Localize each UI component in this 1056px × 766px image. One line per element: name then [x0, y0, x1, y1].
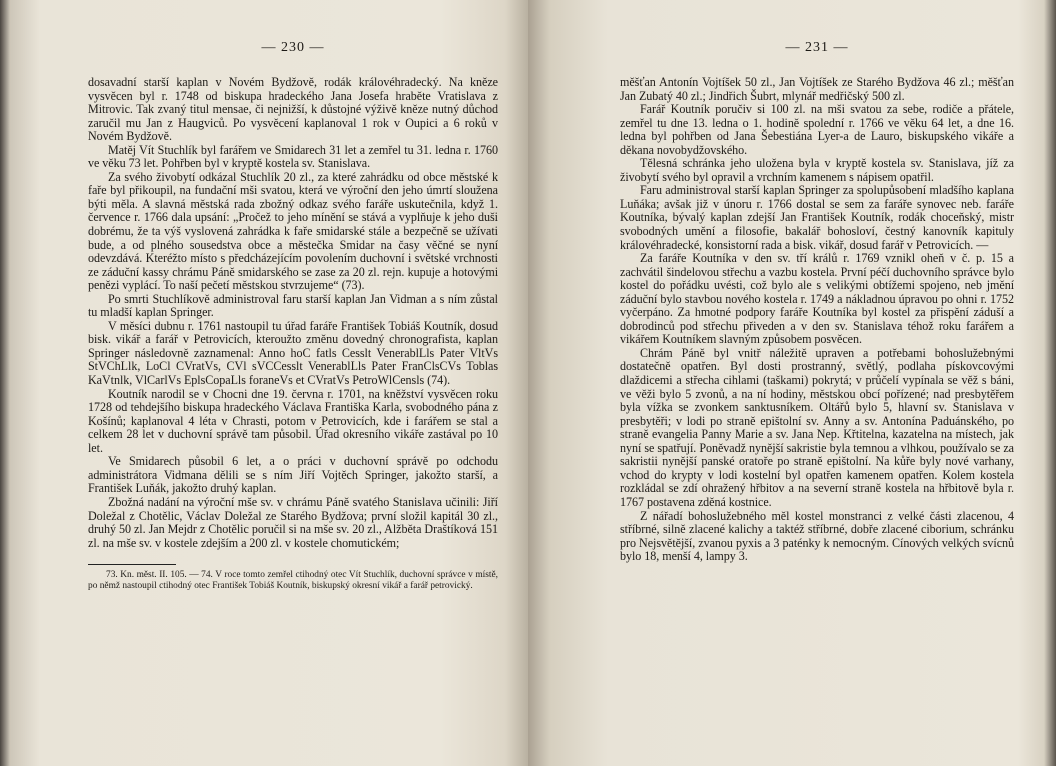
paragraph: dosavadní starší kaplan v Novém Bydžově, rodák královéhradecký. Na kněze vysvěcen byl r. 1748 od biskupa hradeckého Jana Josefa hraběte Vratislava z Mitrovic. Tak zvaný titul mensae, či nejnižší, k důstojné výživě kněze nutný důchod zaručil mu Jan z Haugviců. Po vysvěcení kaplanoval 1 rok v Oupici a 6 roků v Novém Bydžově. [88, 75, 498, 144]
footnote-divider [88, 564, 176, 565]
paragraph: V měsíci dubnu r. 1761 nastoupil tu úřad faráře František Tobiáš Koutník, dosud bisk. vikář a farář v Petrovicích, kteroužto změnu dovedný chronografista, kaplan Springer následovně zaznamenal: Anno hoC fatls Cesslt VenerablLls Pater VltVs StVChLlk, LoCl CVratVs, CVl sVCCesslt VenerablLls Pater FranClsCVs Toblas KaVtnlk, VlCarlVs EplsCopaLls foraneVs et CVratVs PetroWlCensls (74). [88, 318, 498, 388]
page-number-left: — 230 — [261, 40, 325, 55]
paragraph: Chrám Páně byl vnitř náležitě upraven a potřebami bohoslužebnými dostatečně opatřen. Byl dosti prostranný, světlý, podlaha pískovcovými dlaždicemi a střecha cihlami (taškami) pokrytá; v průčelí vypínala se věž s báni, ve věži bylo 5 zvonů, a na ní hodiny, městskou obcí pořízené; nad presbytěřem byla vížka se zvonkem sanktusníkem. Oltářů bylo 5, hlavní sv. Stanislava v presbytěři; v lodi po straně epištolní sv. Anny a sv. Antonína Paduánského, po straně evangelia Panny Marie a sv. Jana Nep. Křtitelna, kazatelna na místech, jak nyní se spatřují. Poněvadž nynější sakristie byla temnou a vlhkou, používalo se za sakristii nynější panské oratoře po straně epištolní. Na kůře byly nové varhany, vchod do krypty v lodi kostelní byl opatřen kamenem opatřen. Kolem kostela rozkládal se zdí ohražený hřbitov a na severní straně kostela na hřbitově byla r. 1767 postavena zděná kostnice. [620, 345, 1014, 509]
paragraph: Faru administroval starší kaplan Springer za spolupůsobení mladšího kaplana Luňáka; avšak již v únoru r. 1766 dostal se sem za faráře synovec neb. faráře Koutníka, bývalý kaplan zdejší Jan František Koutník, rodák choceňský, mistr svobodných umění a filosofie, bakalář bohosloví, čestný kanovník kapituly královéhradecké, konsistorní rada a bisk. vikář, dosud farář v Petrovicích. — [620, 183, 1014, 252]
paragraph: Po smrti Stuchlíkově administroval faru starší kaplan Jan Vidman a s ním zůstal tu mladší kaplan Springer. [88, 291, 498, 320]
paragraph: měšťan Antonín Vojtíšek 50 zl., Jan Vojtíšek ze Starého Bydžova 46 zl.; měšťan Jan Zubatý 40 zl.; Jindřich Šubrt, mlynář medřičský 500 zl. [620, 75, 1014, 103]
paragraph: Koutník narodil se v Chocni dne 19. června r. 1701, na kněžství vysvěcen roku 1728 od tehdejšího biskupa hradeckého Václava Františka Karla, svobodného pána z Košínů; kaplanoval 4 léta v Chrasti, potom v Petrovicích, kde i farářem se stal a celkem 28 let v duchovní správě tam působil. Úřad okresního vikáře zastával po 10 let. [88, 386, 498, 455]
paragraph: Za svého živobytí odkázal Stuchlík 20 zl., za které zahrádku od obce městské k faře byl přikoupil, na fundační mši svatou, která ve výroční den jeho úmrtí sloužena býti měla. A slavná městská rada zbožný odkaz svého faráře uskutečnila, když 1. července r. 1766 dala upsání: „Pročež to jeho mínění se stává a vyplňuje k jeho duši dobrému, že ta výš vyslovená zahrádka k faře smidarské stále a bezpečně se užívati bude, a od plného sousedstva obce a městečka Smidar na časy věčné se nyní odevzdává. Kteréžto místo s předcházejícím povolením duchovní i světské vrchnosti ze záduční kassy chrámu Páně smidarského se zase za 20 zl. rejn. kupuje a hotovými penězi vyplácí. To naší pečetí městskou stvrzujeme“ (73). [88, 169, 498, 293]
paragraph: Zbožná nadání na výroční mše sv. v chrámu Páně svatého Stanislava učinili: Jiří Doležal z Chotělic, Václav Doležal ze Starého Bydžova; první složil kapitál 30 zl., druhý 50 zl. Jan Mejdr z Chotělic poručil si na mše sv. 20 zl., Alžběta Draštíková 151 zl. na mše sv. v kostele zdejším a 200 zl. v kostele chomutickém; [88, 494, 498, 550]
page-number-right: — 231 — [785, 40, 849, 55]
footnote-text: 73. Kn. měst. II. 105. — 74. V roce tomto zemřel ctihodný otec Vít Stuchlík, duchovní správce v místě, po němž nastoupil ctihodný otec František Tobiáš Koutník, biskupský okresní vikář a farář petrovický. [88, 570, 498, 592]
right-page [528, 0, 1056, 766]
paragraph: Tělesná schránka jeho uložena byla v kryptě kostela sv. Stanislava, jíž za živobytí svého byl opravil a vrchním kamenem s nápisem opatřil. [620, 156, 1014, 184]
paragraph: Za faráře Koutníka v den sv. tří králů r. 1769 vznikl oheň v č. p. 15 a zachvátil šindelovou střechu a vazbu kostela. První péčí duchovního správce bylo kostel do pořádku uvésti, což bylo ale s velikými obtížemi spojeno, neb jmění záduční bylo stavbou nového kostela r. 1749 a nákladnou úpravou po ohni r. 1752 vyčerpáno. Za hmotné podpory faráře Koutníka byl kostel za přispění záduší a dobrodinců pod střechu přiveden a v den sv. Stanislava téhož roku farářem a vikářem Koutníkem slavným způsobem posvěcen. [620, 251, 1014, 347]
right-page-text [620, 76, 1014, 564]
paragraph: Z nářadí bohoslužebného měl kostel monstranci z velké části zlacenou, 4 stříbrné, silně zlacené kalichy a taktéž stříbrné, dobře zlacené ciborium, schránku pro Nejsvětější, zvanou pyxis a 3 paténky k nemocným. Cínových velkých svícnů bylo 18, menší 4, lampy 3. [620, 508, 1014, 564]
left-page-text [88, 76, 498, 550]
paragraph: Farář Koutník poručiv si 100 zl. na mši svatou za sebe, rodiče a přátele, zemřel tu dne 13. ledna o 1. hodině spolední r. 1766 ve věku 64 let, a dne 16. ledna byl pohřben od Jana Šebestiána Lyer-a de Lauro, biskupského vikáře a děkana novobydžovského. [620, 102, 1014, 157]
paragraph: Matěj Vít Stuchlík byl farářem ve Smidarech 31 let a zemřel tu 31. ledna r. 1760 ve věku 73 let. Pohřben byl v kryptě kostela sv. Stanislava. [88, 142, 498, 171]
paragraph: Ve Smidarech působil 6 let, a o práci v duchovní správě po odchodu administrátora Vidmana dělili se s ním Jiří Vojtěch Springer, jakožto starší, a František Luňák, jakožto druhý kaplan. [88, 454, 498, 496]
footnotes [88, 570, 498, 592]
